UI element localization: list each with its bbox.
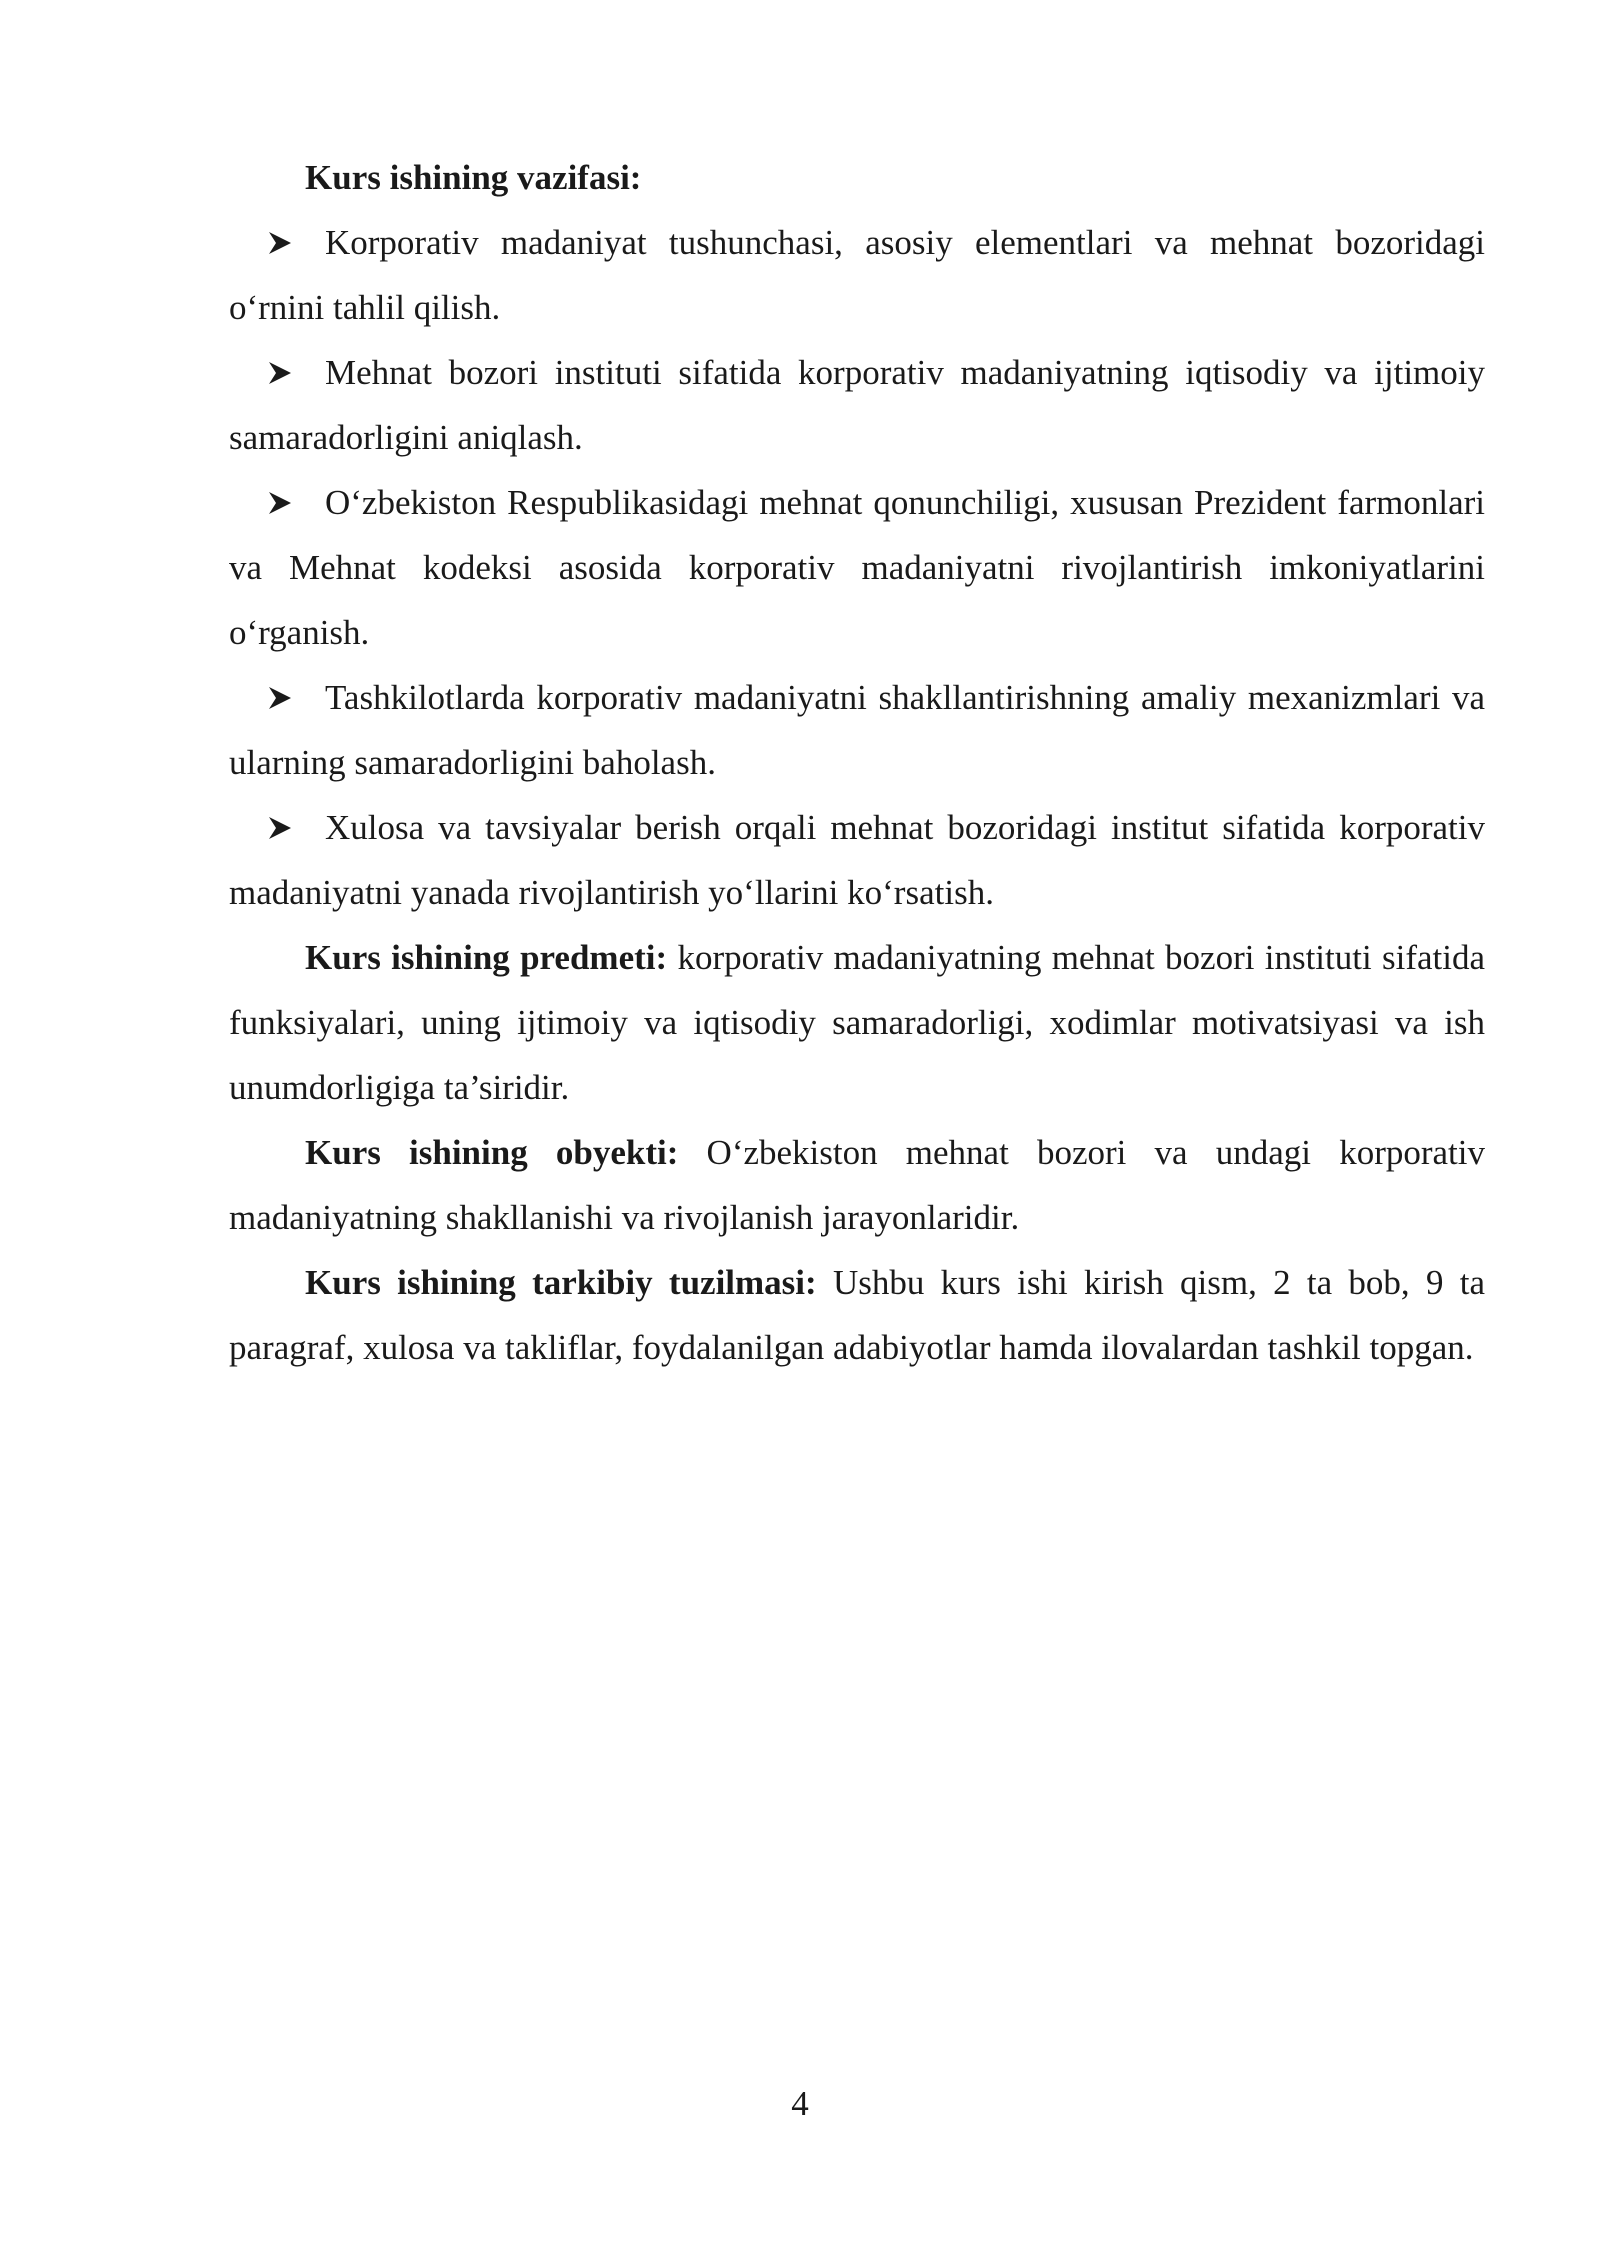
bullet-item — [229, 470, 1485, 665]
bullet-text: Tashkilotlarda korporativ madaniyatni shakllantirishning amaliy mexanizmlari va ularning samaradorligini baholash. — [229, 678, 1485, 782]
bullet-item — [229, 340, 1485, 470]
subject-paragraph — [229, 925, 1485, 1120]
object-label: Kurs ishining obyekti: — [305, 1133, 679, 1172]
structure-text: Ushbu kurs ishi kirish qism, 2 ta bob, 9 ta paragraf, xulosa va takliflar, foydalanilgan adabiyotlar hamda ilovalardan tashkil topgan. — [229, 1263, 1485, 1367]
task-heading-paragraph — [229, 145, 1485, 210]
subject-text: korporativ madaniyatning mehnat bozori instituti sifatida funksiyalari, uning ijtimoiy va iqtisodiy samaradorligi, xodimlar motivatsiyasi va ish unumdorligiga ta’siridir. — [229, 938, 1485, 1107]
document-body — [229, 145, 1485, 1380]
object-text: O‘zbekiston mehnat bozori va undagi korporativ madaniyatning shakllanishi va rivojlanish jarayonlaridir. — [229, 1133, 1485, 1237]
arrowhead-right-icon — [267, 665, 325, 730]
arrowhead-right-icon — [267, 795, 325, 860]
arrowhead-right-icon — [267, 210, 325, 275]
bullet-text: Mehnat bozori instituti sifatida korporativ madaniyatning iqtisodiy va ijtimoiy samaradorligini aniqlash. — [229, 353, 1485, 457]
structure-paragraph — [229, 1250, 1485, 1380]
bullet-item — [229, 210, 1485, 340]
subject-label: Kurs ishining predmeti: — [305, 938, 668, 977]
bullet-text: Korporativ madaniyat tushunchasi, asosiy elementlari va mehnat bozoridagi o‘rnini tahlil qilish. — [229, 223, 1485, 327]
arrowhead-right-icon — [267, 470, 325, 535]
task-heading: Kurs ishining vazifasi: — [305, 158, 642, 197]
bullet-text: O‘zbekiston Respublikasidagi mehnat qonunchiligi, xususan Prezident farmonlari va Mehnat kodeksi asosida korporativ madaniyatni rivojlantirish imkoniyatlarini o‘rganish. — [229, 483, 1485, 652]
object-paragraph — [229, 1120, 1485, 1250]
bullet-text: Xulosa va tavsiyalar berish orqali mehnat bozoridagi institut sifatida korporativ madaniyatni yanada rivojlantirish yo‘llarini ko‘rsatish. — [229, 808, 1485, 912]
bullet-item — [229, 795, 1485, 925]
arrowhead-right-icon — [267, 340, 325, 405]
page-number: 4 — [791, 2084, 809, 2123]
structure-label: Kurs ishining tarkibiy tuzilmasi: — [305, 1263, 817, 1302]
bullet-item — [229, 665, 1485, 795]
